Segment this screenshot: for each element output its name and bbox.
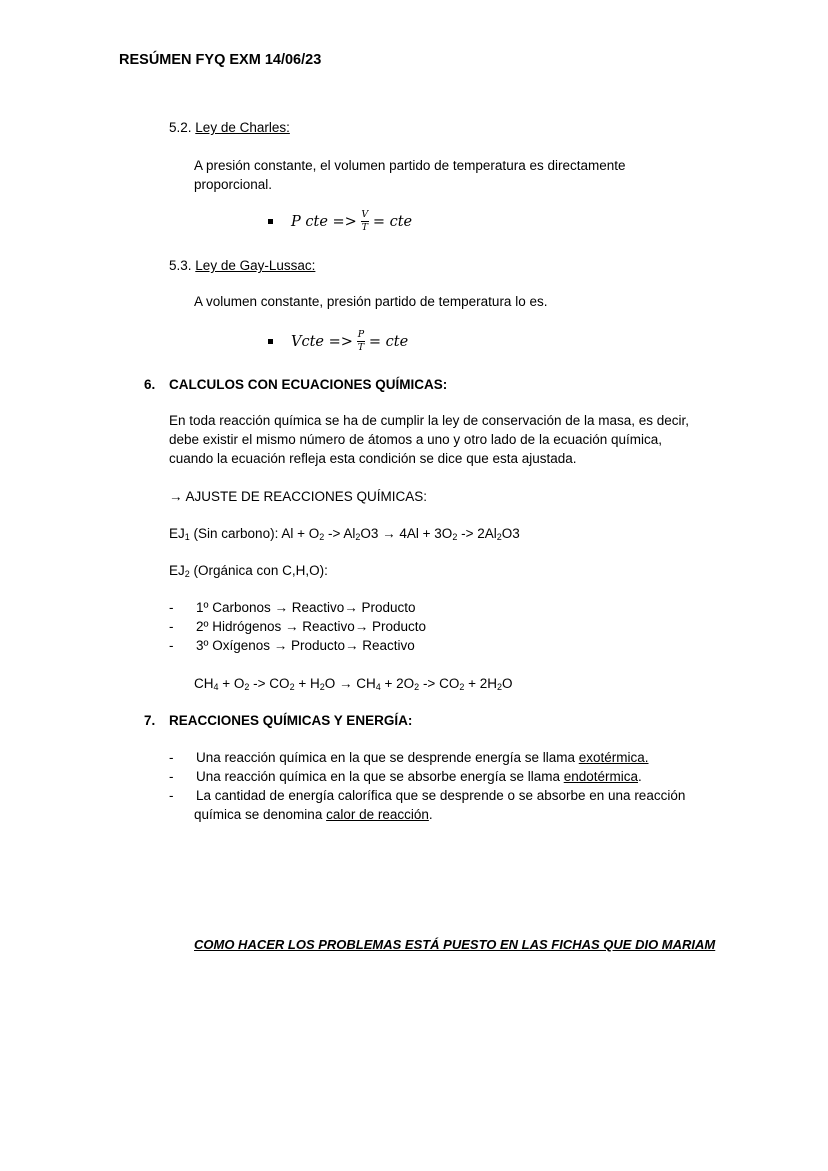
- subscript: 2: [497, 682, 503, 692]
- section-number: 5.3.: [169, 258, 192, 273]
- ej-lead: EJ: [169, 526, 185, 541]
- dash: -: [169, 750, 174, 765]
- section-number: 7.: [144, 713, 156, 728]
- fraction: [361, 210, 369, 233]
- ej-index: 1: [184, 532, 190, 542]
- ej-text: -> 2Al: [457, 526, 497, 541]
- section-title: CALCULOS CON ECUACIONES QUÍMICAS:: [169, 377, 448, 392]
- subscript: 2: [244, 682, 250, 692]
- ej-text: O3: [501, 526, 520, 541]
- section-5-3-heading: [169, 258, 315, 273]
- bullet-text: química se denomina: [194, 807, 327, 822]
- section-title: Ley de Charles:: [195, 120, 290, 135]
- gay-lussac-formula: [268, 330, 408, 353]
- subscript: 2: [289, 682, 295, 692]
- energy-bullet: [169, 788, 685, 803]
- section-6-line-1: En toda reacción química se ha de cumplir la ley de conservación de la masa, es decir,: [169, 413, 690, 428]
- section-7-heading: [144, 713, 412, 728]
- step-item: [169, 638, 415, 653]
- section-title: Ley de Gay-Lussac:: [195, 258, 316, 273]
- example-2: [169, 563, 328, 578]
- square-bullet-icon: [268, 219, 273, 224]
- denominator: T: [357, 342, 365, 353]
- formula-right: = cte: [368, 333, 409, 350]
- section-5-2-heading: [169, 120, 290, 135]
- energy-bullet: [169, 769, 642, 784]
- fraction: [357, 330, 365, 353]
- square-bullet-icon: [268, 339, 273, 344]
- eq-text: -> CO: [419, 676, 460, 691]
- bullet-text: Una reacción química en la que se desprende energía se llama: [196, 750, 579, 765]
- step-text: 3º Oxígenos → Producto→ Reactivo: [196, 638, 415, 653]
- dash: -: [169, 600, 174, 615]
- formula-left: P cte =>: [291, 213, 357, 230]
- subscript: 2: [319, 532, 325, 542]
- section-number: 6.: [144, 377, 156, 392]
- subscript: 2: [414, 682, 420, 692]
- energy-bullet-continuation: [194, 807, 433, 822]
- subscript: 2: [355, 532, 361, 542]
- subscript: 2: [452, 532, 458, 542]
- eq-text: + O: [218, 676, 245, 691]
- step-item: [169, 619, 426, 634]
- formula-right: = cte: [372, 213, 413, 230]
- bullet-text: Una reacción química en la que se absorbe energía se llama: [196, 769, 564, 784]
- ej-text: O3 → 4Al + 3O: [360, 526, 453, 541]
- denominator: T: [361, 222, 368, 233]
- eq-text: + 2O: [380, 676, 415, 691]
- eq-text: + 2H: [464, 676, 497, 691]
- subscript: 2: [459, 682, 465, 692]
- numerator: V: [361, 209, 369, 220]
- calor-de-reaccion-term: calor de reacción: [326, 807, 429, 822]
- step-text: 1º Carbonos → Reactivo→ Producto: [196, 600, 416, 615]
- eq-text: CH: [194, 676, 214, 691]
- subscript: 2: [496, 532, 502, 542]
- methane-equation: [194, 676, 513, 691]
- ej-lead: EJ: [169, 563, 185, 578]
- subscript: 4: [375, 682, 381, 692]
- dash: -: [169, 788, 174, 803]
- eq-text: -> CO: [249, 676, 290, 691]
- eq-text: + H: [294, 676, 320, 691]
- section-6-line-2: debe existir el mismo número de átomos a uno y otro lado de la ecuación química,: [169, 432, 663, 447]
- formula-left: Vcte =>: [291, 333, 353, 350]
- subscript: 2: [319, 682, 325, 692]
- bullet-text: .: [428, 807, 433, 822]
- bullet-text: .: [638, 769, 642, 784]
- example-1: [169, 526, 520, 541]
- ej-text: -> Al: [324, 526, 356, 541]
- eq-text: O: [502, 676, 513, 691]
- subscript: 4: [213, 682, 219, 692]
- step-item: [169, 600, 416, 615]
- ej-text: (Sin carbono): Al + O: [189, 526, 320, 541]
- dash: -: [169, 638, 174, 653]
- charles-formula: [268, 210, 412, 233]
- section-5-2-text: A presión constante, el volumen partido de temperatura es directamente proporcional.: [194, 158, 626, 192]
- eq-text: O → CH: [324, 676, 376, 691]
- section-title: REACCIONES QUÍMICAS Y ENERGÍA:: [169, 713, 413, 728]
- ajuste-heading: → AJUSTE DE REACCIONES QUÍMICAS:: [169, 489, 428, 504]
- dash: -: [169, 619, 174, 634]
- section-6-line-3: cuando la ecuación refleja esta condición se dice que esta ajustada.: [169, 451, 577, 466]
- step-text: 2º Hidrógenos → Reactivo→ Producto: [196, 619, 427, 634]
- exotermica-term: exotérmica.: [578, 750, 649, 765]
- section-5-3-text: A volumen constante, presión partido de temperatura lo es.: [194, 294, 548, 309]
- energy-bullet: [169, 750, 649, 765]
- section-number: 5.2.: [169, 120, 192, 135]
- footer-note: COMO HACER LOS PROBLEMAS ESTÁ PUESTO EN LAS FICHAS QUE DIO MARIAM: [194, 937, 716, 952]
- ej-index: 2: [184, 569, 190, 579]
- numerator: P: [357, 329, 365, 340]
- dash: -: [169, 769, 174, 784]
- section-6-heading: [144, 377, 447, 392]
- endotermica-term: endotérmica: [563, 769, 639, 784]
- page-title: RESÚMEN FYQ EXM 14/06/23: [119, 52, 322, 68]
- bullet-text: La cantidad de energía calorífica que se desprende o se absorbe en una reacción: [196, 788, 686, 803]
- ej-text: (Orgánica con C,H,O):: [189, 563, 328, 578]
